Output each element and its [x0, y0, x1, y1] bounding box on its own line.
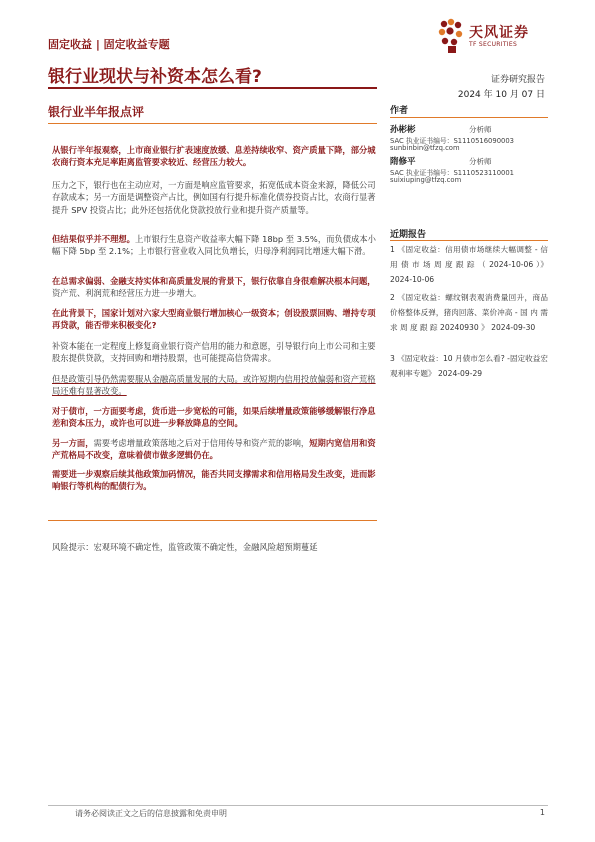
analyst-name: 孙彬彬 — [390, 125, 416, 135]
report-date: 2024 年 10 月 07 日 — [457, 90, 545, 100]
report-title: 银行业现状与补资本怎么看? — [48, 67, 262, 87]
analyst-email[interactable]: sunbinbin@tfzq.com — [390, 144, 460, 152]
paragraph-lead: 从银行半年报观察， — [52, 145, 127, 155]
summary-paragraph-7: 但是政策引导仍然需要服从金融高质量发展的大局。或许短期内信用投放偏弱和资产荒格局还难有显著改变。 — [52, 374, 376, 397]
recent-report-item[interactable]: 3 《固定收益：10 月债市怎么看? -固定收益宏观利率专题》 2024-09-29 — [390, 354, 548, 378]
footer-divider — [48, 805, 548, 806]
summary-paragraph-9 — [52, 437, 378, 462]
summary-paragraph-2: 压力之下，银行也在主动应对，一方面是响应监管要求，拓宽低成本资金来源，降低公司存款成本；另一方面是调整资产占比，例如国有行提升标准化债券投资占比，农商行显著提升 SPV 投资占比；此外还包括优化贷款投放行业和提升资产质量等。 — [52, 180, 376, 215]
recent-report-item[interactable]: 2 《固定收益：螺纹钢表观消费量回升，商品价格整体反弹，猪肉回落、菜价冲高 - 国 内 需 求 周 度 跟 踪 20240930 》 2024-09-30 — [390, 293, 548, 332]
risk-warning: 风险提示：宏观环境不确定性，监管政策不确定性，金融风险超预期蔓延 — [52, 542, 318, 552]
summary-paragraph-10 — [52, 468, 378, 493]
logo-name-en: TF SECURITIES — [469, 41, 518, 48]
paragraph-lead: 对于债市，一方面要考虑， — [52, 406, 152, 416]
summary-bottom-divider — [48, 520, 377, 521]
paragraph-text: 上市银行生息资产收益率大幅下降 18bp 至 3.5%，而负债成本小幅下降 5bp 至 2.1%；上市银行营业收入同比负增长，归母净利润同比增速大幅下滑。 — [52, 234, 376, 257]
analyst-sac-number: SAC 执业证书编号：S1110516090003 — [390, 137, 514, 145]
logo-mark-icon — [438, 18, 464, 54]
analyst-role: 分析师 — [469, 157, 492, 166]
recent-report-item[interactable]: 1 《固定收益：信用债市场继续大幅调整 - 信 用 债 市 场 周 度 跟 踪 （ 2024-10-06 ）》 2024-10-06 — [390, 245, 548, 284]
footer-disclaimer: 请务必阅读正文之后的信息披露和免责申明 — [75, 809, 227, 818]
analyst-role: 分析师 — [469, 125, 492, 134]
summary-paragraph-4 — [52, 275, 378, 300]
summary-paragraph-6: 补资本能在一定程度上修复商业银行资产信用的能力和意愿，引导银行向上市公司和主要股东提供贷款，支持回购和增持股票，也可能提高信贷需求。 — [52, 341, 376, 364]
paragraph-bold-text: 上市商业银行扩表速度放缓、息差持续收窄、资产质量下降，部分城农商行资本充足率距离监管要求较近、经营压力较大。 — [52, 145, 376, 168]
report-category: 固定收益 | 固定收益专题 — [48, 38, 170, 51]
analyst-sac-number: SAC 执业证书编号：S1110523110001 — [390, 169, 514, 177]
analyst-email[interactable]: suixiuping@tfzq.com — [390, 176, 462, 184]
subtitle-divider — [48, 123, 377, 124]
title-divider — [48, 87, 377, 89]
paragraph-lead: 另一方面， — [52, 438, 94, 448]
analyst-name: 隋修平 — [390, 157, 416, 167]
paragraph-bold-text: 需要进一步观察后续其他政策加码情况，能否共同支撑需求和信用格局发生改变，进而影响银行等机构的配债行为。 — [52, 469, 376, 492]
recent-reports-heading: 近期报告 — [390, 230, 427, 240]
summary-paragraph-3 — [52, 233, 378, 258]
tf-securities-logo — [438, 18, 553, 54]
logo-name-cn: 天风证券 — [469, 25, 529, 41]
summary-paragraph-5 — [52, 307, 378, 332]
paragraph-bold-text: 短期内宽信用和资产荒格局不改变，意味着债市做多逻辑仍在。 — [52, 438, 376, 461]
summary-paragraph-1 — [52, 144, 378, 169]
paragraph-lead: 但结果似乎并不理想。 — [52, 234, 135, 244]
report-type: 证券研究报告 — [490, 75, 545, 85]
paragraph-bold-text: 在此背景下，国家计划对六家大型商业银行增加核心一级资本；创设股票回购、增持专项再贷款，能否带来积极变化? — [52, 308, 376, 331]
summary-paragraph-8 — [52, 405, 378, 430]
paragraph-text: 需要考虑增量政策落地之后对于信用传导和资产荒的影响， — [93, 438, 310, 448]
authors-heading: 作者 — [390, 106, 409, 116]
paragraph-bold-text: 货币进一步宽松的可能，如果后续增量政策能够缓解银行净息差和资本压力，或许也可以进一步释放降息的空间。 — [52, 406, 376, 429]
report-subtitle: 银行业半年报点评 — [48, 105, 145, 119]
recent-reports-divider — [390, 240, 548, 241]
authors-divider — [390, 117, 548, 118]
page-number: 1 — [539, 808, 545, 817]
paragraph-text: 资产荒、利润荒和经营压力进一步增大。 — [52, 288, 202, 299]
paragraph-lead: 在总需求偏弱、金融支持实体和高质量发展的背景下，银行依靠自身很难解决根本问题， — [52, 276, 376, 286]
